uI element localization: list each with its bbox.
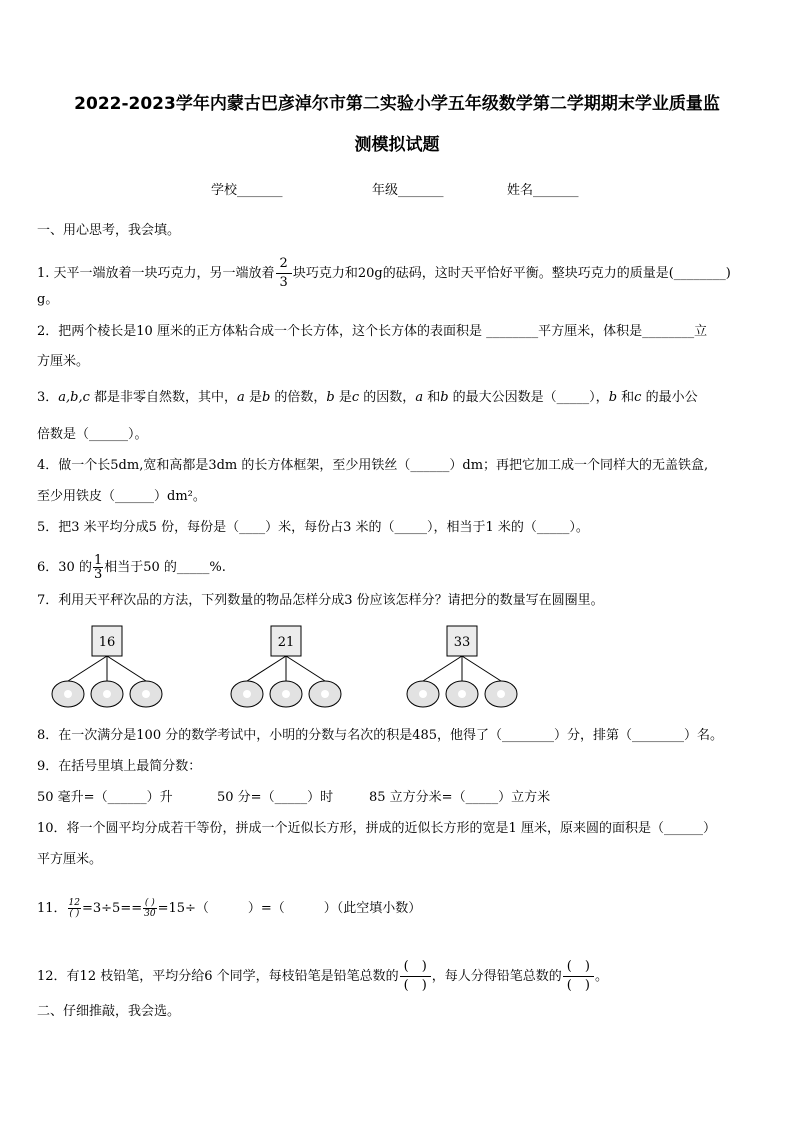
question-5: 5．把3 米平均分成5 份，每份是（____）米，每份占3 米的（_____），相当于1 米的（_____）。 (37, 520, 589, 535)
q3-var: a (237, 390, 245, 405)
circle-highlight (419, 690, 427, 698)
question-1 (37, 255, 731, 292)
q3-seg: 和 (423, 390, 441, 405)
total-number: 33 (453, 635, 471, 650)
q12-text-b: ，每人分得铅笔总数的 (431, 969, 562, 984)
question-9: 9．在括号里填上最简分数： (37, 759, 202, 774)
school-field: 学校_______ (211, 183, 283, 198)
split-tree-2 (219, 622, 349, 714)
circle-highlight (103, 690, 111, 698)
q6-text-b: 相当于50 的_____%. (104, 560, 226, 575)
total-number: 16 (98, 635, 116, 650)
q11-fraction-1 (68, 898, 81, 919)
question-10-cont: 平方厘米。 (37, 852, 103, 867)
q1-fraction (276, 255, 292, 292)
q3-seg: 和 (617, 390, 635, 405)
q12-text-c: 。 (594, 969, 608, 984)
q3-seg: 的最大公因数是（_____）， (448, 390, 609, 405)
tree-svg (219, 622, 349, 710)
question-4-cont: 至少用铁皮（______）dm²。 (37, 489, 206, 504)
q11-label: 11． (37, 901, 67, 916)
circle-highlight (458, 690, 466, 698)
q3-var: a,b,c (58, 390, 90, 405)
q12-fraction-1 (400, 958, 431, 995)
q1-text-a: 1. 天平一端放着一块巧克力，另一端放着 (37, 266, 275, 281)
q3-var: b (608, 390, 618, 405)
q12-text-a: 12．有12 枝铅笔，平均分给6 个同学，每枝铅笔是铅笔总数的 (37, 969, 399, 984)
tree-svg (40, 622, 170, 710)
q3-var: b (261, 390, 271, 405)
q6-text-a: 6．30 的 (37, 560, 92, 575)
q11-mid: =3÷5== (82, 901, 143, 916)
question-12 (37, 958, 608, 995)
q1-text-b: 块巧克力和20g的砝码，这时天平恰好平衡。整块巧克力的质量是(________) (292, 266, 731, 281)
q3-var: c (351, 390, 360, 405)
question-2-cont: 方厘米。 (37, 354, 90, 369)
section-2-heading: 二、仔细推敲，我会选。 (37, 1004, 181, 1019)
question-8: 8．在一次满分是100 分的数学考试中，小明的分数与名次的积是485，他得了（________）分，排第（________）名。 (37, 728, 724, 743)
split-tree-3 (395, 622, 525, 714)
q3-seg: 的最小公 (641, 390, 698, 405)
split-tree-1 (40, 622, 170, 714)
name-field: 姓名_______ (507, 183, 579, 198)
q11-f1-den: ( ) (69, 909, 80, 919)
q3-seg: 都是非零自然数，其中， (89, 390, 238, 405)
circle-highlight (282, 690, 290, 698)
tree-svg (395, 622, 525, 710)
question-1-cont: g。 (37, 292, 59, 307)
q11-fraction-2 (143, 898, 156, 919)
q11-f1-num: 12 (68, 898, 80, 908)
circle-highlight (243, 690, 251, 698)
question-9-part-3: 85 立方分米=（_____）立方米 (369, 790, 551, 805)
question-6 (37, 554, 226, 581)
q12-f1-num: ( ) (400, 958, 431, 977)
question-7: 7．利用天平秤次品的方法，下列数量的物品怎样分成3 份应该怎样分？请把分的数量写在圆圈里。 (37, 593, 604, 608)
total-number: 21 (277, 635, 295, 650)
grade-field: 年级_______ (372, 183, 444, 198)
circle-highlight (321, 690, 329, 698)
q3-seg: 的因数， (359, 390, 416, 405)
q3-seg: 是 (334, 390, 352, 405)
q6-fraction (93, 554, 103, 581)
q3-var: a (415, 390, 424, 405)
q11-f2-den: 30 (144, 909, 156, 919)
circle-highlight (64, 690, 72, 698)
section-1-heading: 一、用心思考，我会填。 (37, 223, 181, 238)
q3-var: b (326, 390, 335, 405)
question-10: 10．将一个圆平均分成若干等份，拼成一个近似长方形，拼成的近似长方形的宽是1 厘米，原来圆的面积是（______） (37, 821, 716, 836)
q6-num: 1 (93, 553, 103, 568)
q6-den: 3 (93, 567, 103, 582)
q3-seg: 3． (37, 390, 59, 405)
question-3-cont: 倍数是（______）。 (37, 427, 148, 442)
q1-num: 2 (276, 255, 292, 274)
question-11 (37, 898, 421, 919)
q12-f1-den: ( ) (403, 978, 427, 993)
q3-seg: 是 (244, 390, 262, 405)
q11-f2-num: ( ) (144, 898, 155, 908)
q12-fraction-2 (563, 958, 594, 995)
q3-seg: 的倍数， (270, 390, 327, 405)
exam-title-line1: 2022-2023学年内蒙古巴彦淖尔市第二实验小学五年级数学第二学期期末学业质量监 (74, 94, 720, 114)
question-3 (37, 389, 698, 407)
question-9-part-1: 50 毫升=（______）升 (37, 790, 173, 805)
q3-var: c (634, 390, 642, 405)
q12-f2-den: ( ) (566, 978, 590, 993)
question-2: 2．把两个棱长是10 厘米的正方体粘合成一个长方体，这个长方体的表面积是 ________平方厘米，体积是________立 (37, 324, 708, 339)
circle-highlight (142, 690, 150, 698)
circle-highlight (497, 690, 505, 698)
exam-title-line2: 测模拟试题 (354, 135, 440, 155)
question-9-part-2: 50 分=（_____）时 (217, 790, 334, 805)
q12-f2-num: ( ) (563, 958, 594, 977)
q3-var: b (440, 390, 449, 405)
question-4: 4．做一个长5dm,宽和高都是3dm 的长方体框架，至少用铁丝（______）dm；再把它加工成一个同样大的无盖铁盒, (37, 458, 709, 473)
q11-rest: =15÷（ ）=（ ）（此空填小数） (157, 901, 422, 916)
q1-den: 3 (279, 275, 288, 290)
